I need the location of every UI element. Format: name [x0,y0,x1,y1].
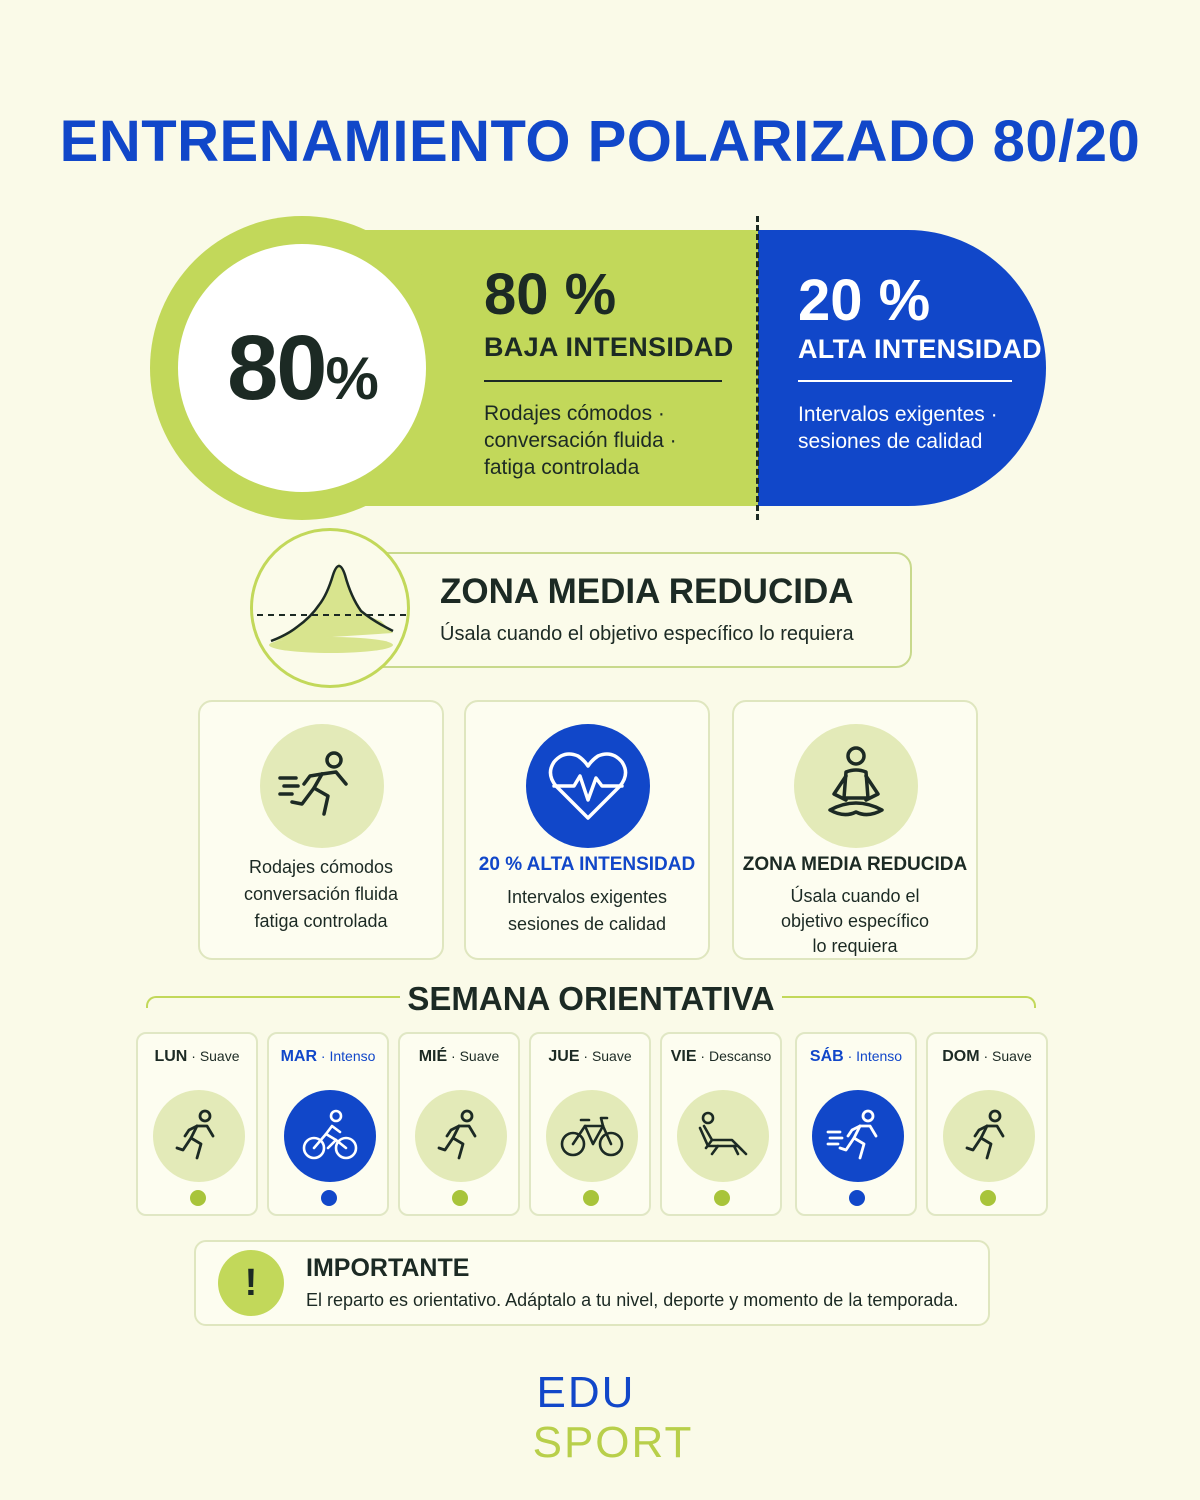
info-card-text [734,884,976,959]
day-card-jue [529,1032,651,1216]
day-label: JUE · Suave [548,1048,632,1065]
mountain-peak-icon [250,528,410,688]
info-line: Intervalos exigentes [506,887,668,907]
day-card-vie [660,1032,782,1216]
hero-big-value: 80 [227,316,326,419]
heartbeat-icon [526,724,650,848]
day-name: JUE [548,1048,580,1065]
info-card-high [464,700,710,960]
info-line: conversación fluida [243,884,399,904]
runner-icon [153,1090,245,1182]
high-intensity-percent: 20 % [798,268,931,333]
week-heading-line [782,996,1036,1008]
intensity-dot [980,1190,996,1206]
day-label: MAR · Intenso [280,1048,376,1065]
info-card-zone [732,700,978,960]
high-intensity-description [798,401,1028,455]
low-intensity-percent: 80 % [484,262,617,327]
high-desc-line: Intervalos exigentes · [798,403,998,426]
day-label: SÁB · Intenso [809,1048,903,1065]
day-name: LUN [154,1048,188,1065]
day-type: Intenso [856,1048,903,1064]
week-title: SEMANA ORIENTATIVA [407,980,775,1017]
low-intensity-rule [484,380,722,382]
lounge-chair-icon [677,1090,769,1182]
intensity-dot [583,1190,599,1206]
day-name: DOM [942,1048,980,1065]
low-desc-line: conversación fluida · [484,429,677,452]
day-name: SÁB [809,1048,844,1065]
high-intensity-label: ALTA INTENSIDAD [798,334,1042,364]
logo-edu: EDU [536,1368,636,1417]
day-label: DOM · Suave [942,1048,1032,1065]
info-line: objetivo específico [780,911,930,931]
hero-big-unit: % [325,344,377,412]
day-card-dom [926,1032,1048,1216]
info-line: lo requiera [812,936,898,956]
low-intensity-label: BAJA INTENSIDAD [484,332,734,362]
page-title: ENTRENAMIENTO POLARIZADO 80/20 [59,109,1141,174]
zone-subtitle: Úsala cuando el objetivo específico lo requiera [440,623,854,645]
info-card-title: 20 % ALTA INTENSIDAD [478,854,696,875]
day-name: MAR [280,1048,318,1065]
day-name: VIE [670,1048,697,1065]
day-label: LUN · Suave [154,1048,240,1065]
day-type: Intenso [329,1048,376,1064]
info-line: Úsala cuando el [790,886,920,906]
meditation-icon [794,724,918,848]
info-line: sesiones de calidad [507,914,667,934]
hero-percentage-circle [178,244,426,492]
day-card-lun [136,1032,258,1216]
day-type: Suave [459,1048,500,1064]
day-card-mar [267,1032,389,1216]
info-line: Rodajes cómodos [248,857,394,877]
day-label: MIÉ · Suave [418,1048,500,1065]
day-type: Suave [992,1048,1032,1064]
high-desc-line: sesiones de calidad [798,430,983,453]
info-card-text [466,884,708,938]
day-card-sab [795,1032,917,1216]
runner-icon [415,1090,507,1182]
day-name: MIÉ [418,1048,448,1065]
zone-title: ZONA MEDIA REDUCIDA [440,572,854,611]
day-label: VIE · Descanso [670,1048,772,1065]
intensity-dot [714,1190,730,1206]
cyclist-icon [284,1090,376,1182]
runner-icon [943,1090,1035,1182]
hero-big-percentage [227,316,377,421]
intensity-dot [190,1190,206,1206]
runner-icon [260,724,384,848]
exclamation-icon: ! [218,1250,284,1316]
info-card-title: ZONA MEDIA REDUCIDA [742,854,968,875]
low-desc-line: fatiga controlada [484,456,640,479]
info-line: fatiga controlada [254,911,388,931]
day-card-mie [398,1032,520,1216]
intensity-dot [849,1190,865,1206]
day-type: Suave [199,1048,240,1064]
intensity-dot [321,1190,337,1206]
info-card-low [198,700,444,960]
bicycle-icon [546,1090,638,1182]
important-card [194,1240,990,1326]
week-heading-line [146,996,400,1008]
low-desc-line: Rodajes cómodos · [484,402,665,425]
day-type: Suave [591,1048,632,1064]
important-text: El reparto es orientativo. Adáptalo a tu nivel, deporte y momento de la temporada. [306,1290,959,1310]
sprinter-icon [812,1090,904,1182]
intensity-dot [452,1190,468,1206]
hero-divider [756,216,759,520]
info-card-text [200,854,442,935]
logo-sport: SPORT [532,1418,694,1467]
high-intensity-rule [798,380,1012,382]
day-type: Descanso [708,1048,772,1064]
low-intensity-description [484,400,744,481]
important-title: IMPORTANTE [306,1254,470,1282]
